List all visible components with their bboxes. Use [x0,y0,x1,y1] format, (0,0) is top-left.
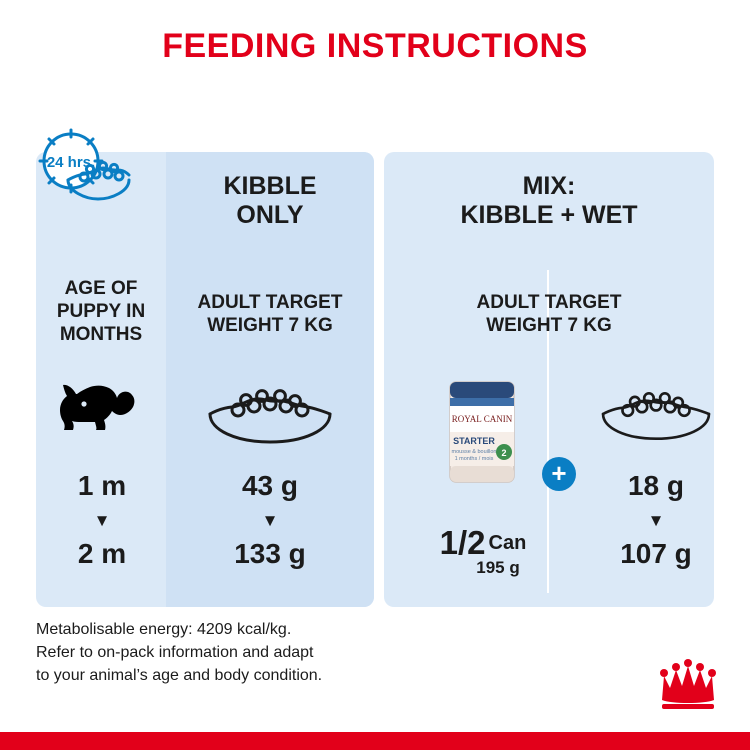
feeding-table [36,152,714,607]
mix-bowl-icon [596,382,716,451]
kibble-target-weight-label: ADULT TARGET WEIGHT 7 KG [197,292,343,336]
mix-start-value: 18 g [627,470,685,501]
mix-header-line2: KIBBLE + WET [460,200,638,229]
footnote-line2: Refer to on-pack information and adapt [36,644,314,662]
svg-text:STARTER: STARTER [453,436,495,446]
kibble-bowl-icon [202,382,338,451]
footnote-line1: Metabolisable energy: 4209 kcal/kg. [36,621,292,638]
kibble-only-header [166,172,374,230]
can-fraction: 1/2 [439,524,486,561]
age-column-header: AGE OF PUPPY IN MONTHS [56,278,146,345]
age-start-value: 1 m [77,470,127,501]
24hrs-label: 24 hrs. [46,154,96,171]
brand-bottom-bar [0,732,750,750]
can-word: Can [488,531,527,554]
kibble-only-header-line1: KIBBLE [223,172,317,200]
can-amount [398,524,568,578]
page-title: FEEDING INSTRUCTIONS [162,27,588,65]
plus-badge: + [542,457,576,491]
svg-text:1 months / mois: 1 months / mois [454,456,494,462]
puppy-icon [56,380,148,447]
mix-arrow-icon: ▼ [647,511,665,530]
24hrs-badge [28,128,132,206]
mix-header-line1: MIX: [522,172,576,200]
footnote [36,618,636,688]
footnote-line3: to your animal’s age and body condition. [36,667,323,685]
kibble-start-value: 43 g [241,470,299,501]
kibble-arrow-icon: ▼ [261,511,279,530]
svg-text:2: 2 [501,448,507,458]
mix-target-weight-label: ADULT TARGET WEIGHT 7 KG [476,292,622,336]
age-end-value: 2 m [77,538,127,569]
kibble-end-value: 133 g [234,538,306,569]
svg-text:mousse & bouillon: mousse & bouillon [451,449,497,455]
kibble-only-header-line2: ONLY [236,200,304,229]
age-arrow-icon: ▼ [93,511,111,530]
mix-header [384,172,714,230]
can-grams: 195 g [476,558,520,577]
svg-text:ROYAL CANIN: ROYAL CANIN [451,414,513,424]
mix-end-value: 107 g [620,538,692,569]
wet-food-can-icon [434,374,530,495]
royal-canin-crown-logo [658,654,724,714]
